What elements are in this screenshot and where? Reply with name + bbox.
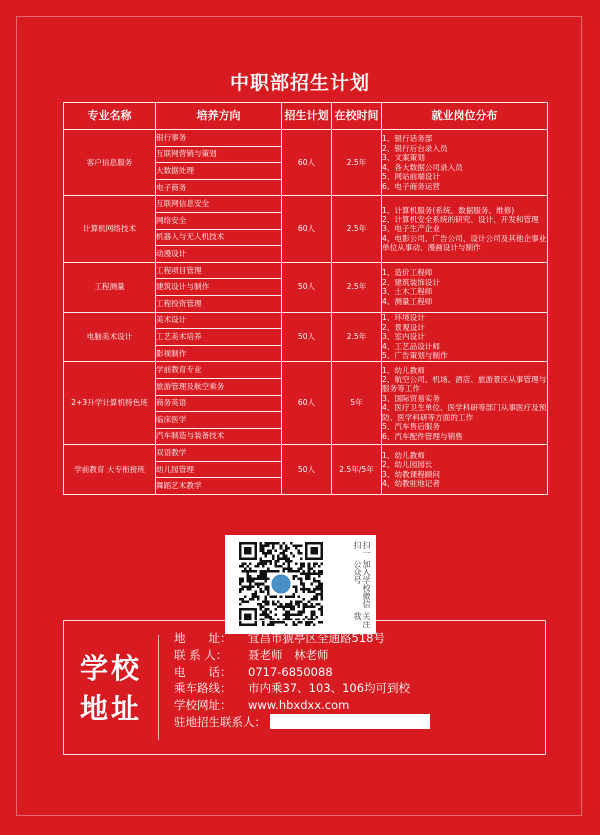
contact-line bbox=[174, 647, 534, 664]
job-item: 3、土木工程师 bbox=[382, 287, 433, 297]
jobs-cell bbox=[382, 130, 548, 196]
phone-label: 电 话： bbox=[174, 664, 232, 679]
website-label: 学校网址： bbox=[174, 698, 232, 713]
table-body bbox=[64, 130, 548, 495]
table-row bbox=[64, 262, 548, 279]
plan-count-cell: 60人 bbox=[282, 362, 332, 445]
job-item: 1、环境设计 bbox=[382, 313, 425, 323]
job-item: 4、测量工程师 bbox=[382, 296, 433, 306]
direction-cell: 双语教学 bbox=[156, 445, 282, 462]
direction-cell: 临床医学 bbox=[156, 412, 282, 429]
local-contact-line bbox=[174, 714, 534, 731]
duration-cell: 2.5年 bbox=[332, 262, 382, 312]
address-lines bbox=[174, 630, 534, 731]
header-plan: 招生计划 bbox=[282, 103, 332, 130]
address-line bbox=[174, 630, 534, 647]
address-divider bbox=[158, 635, 159, 740]
job-item: 2、景观设计 bbox=[382, 322, 425, 332]
website-link[interactable]: www.hbxdxx.com bbox=[248, 698, 350, 713]
job-item: 2、建筑装饰设计 bbox=[382, 277, 440, 287]
job-item: 4、幼教驻地记者 bbox=[382, 479, 440, 489]
direction-cell: 建筑设计与制作 bbox=[156, 279, 282, 296]
job-item: 1、计算机服务(系统、数据服务、维修) bbox=[382, 205, 515, 215]
direction-cell: 工程项目管理 bbox=[156, 262, 282, 279]
table-row bbox=[64, 445, 548, 462]
bus-route-line bbox=[174, 680, 534, 697]
duration-cell: 2.5年 bbox=[332, 196, 382, 262]
direction-cell: 工艺美术培养 bbox=[156, 329, 282, 346]
local-contact-blank bbox=[270, 714, 430, 729]
job-item: 1、幼儿教师 bbox=[382, 450, 425, 460]
address-heading-line: 学校 bbox=[79, 652, 142, 685]
job-item: 5、网站前端设计 bbox=[382, 172, 440, 182]
major-name-cell: 工程测量 bbox=[64, 262, 156, 312]
direction-cell: 动漫设计 bbox=[156, 246, 282, 263]
table-row bbox=[64, 130, 548, 147]
job-item: 3、电子生产企业 bbox=[382, 224, 440, 234]
direction-cell: 工程投资管理 bbox=[156, 295, 282, 312]
job-item: 3、文案策划 bbox=[382, 153, 425, 163]
job-item: 6、汽车配件管理与销售 bbox=[382, 431, 463, 441]
job-item: 4、医疗卫生单位、医学科研等部门从事医疗及预防、医学科研等方面的工作 bbox=[382, 403, 547, 422]
jobs-cell bbox=[382, 312, 548, 362]
job-item: 3、幼教课程顾问 bbox=[382, 469, 440, 479]
direction-cell: 银行事务 bbox=[156, 130, 282, 147]
local-contact-label: 驻地招生联系人： bbox=[174, 714, 266, 729]
header-direction: 培养方向 bbox=[156, 103, 282, 130]
address-heading-line: 地址 bbox=[79, 692, 142, 725]
direction-cell: 大数据处理 bbox=[156, 163, 282, 180]
direction-cell: 幼儿园管理 bbox=[156, 461, 282, 478]
duration-cell: 5年 bbox=[332, 362, 382, 445]
job-item: 3、国际贸易实务 bbox=[382, 393, 440, 403]
duration-cell: 2.5年 bbox=[332, 130, 382, 196]
table-row bbox=[64, 312, 548, 329]
plan-count-cell: 50人 bbox=[282, 312, 332, 362]
plan-count-cell: 50人 bbox=[282, 262, 332, 312]
qr-caption-line: 关注我 bbox=[353, 612, 371, 629]
direction-cell: 旅游管理及航空乘务 bbox=[156, 378, 282, 395]
header-jobs: 就业岗位分布 bbox=[382, 103, 548, 130]
job-item: 2、幼儿园园长 bbox=[382, 460, 433, 470]
direction-cell: 学前教育专业 bbox=[156, 362, 282, 379]
address-label: 地 址： bbox=[174, 631, 232, 645]
phone-value: 0717-6850088 bbox=[248, 664, 333, 679]
table-row bbox=[64, 362, 548, 379]
job-item: 6、电子商务运营 bbox=[382, 181, 440, 191]
jobs-cell bbox=[382, 445, 548, 495]
qr-caption-line: 加入学校微信公众号 bbox=[353, 559, 371, 608]
address-value: 宜昌市猇亭区全通路518号 bbox=[248, 631, 385, 645]
qr-code-icon bbox=[239, 542, 323, 626]
duration-cell: 2.5年 bbox=[332, 312, 382, 362]
bus-route-value: 市内乘37、103、106均可到校 bbox=[248, 681, 411, 696]
major-name-cell: 2+3升学计算机特色班 bbox=[64, 362, 156, 445]
job-item: 2、航空公司、机场、酒店、旅游景区从事管理与服务等工作 bbox=[382, 375, 547, 394]
table-header-row bbox=[64, 103, 548, 130]
plan-count-cell: 50人 bbox=[282, 445, 332, 495]
direction-cell: 互联网信息安全 bbox=[156, 196, 282, 213]
phone-line bbox=[174, 664, 534, 681]
job-item: 5、广告策划与制作 bbox=[382, 351, 448, 361]
job-item: 2、计算机安全系统的研究、设计、开发和管理 bbox=[382, 214, 539, 224]
direction-cell: 影视制作 bbox=[156, 345, 282, 362]
major-name-cell: 电脑美术设计 bbox=[64, 312, 156, 362]
jobs-cell bbox=[382, 196, 548, 262]
direction-cell: 汽车制造与装备技术 bbox=[156, 428, 282, 445]
duration-cell: 2.5年/5年 bbox=[332, 445, 382, 495]
job-item: 3、室内设计 bbox=[382, 332, 425, 342]
job-item: 4、各大数据公司录入员 bbox=[382, 162, 463, 172]
header-duration: 在校时间 bbox=[332, 103, 382, 130]
header-major: 专业名称 bbox=[64, 103, 156, 130]
plan-count-cell: 60人 bbox=[282, 130, 332, 196]
qr-caption-line: 扫一扫 bbox=[353, 541, 371, 557]
contact-value: 聂老师 林老师 bbox=[248, 647, 329, 662]
page-title: 中职部招生计划 bbox=[229, 72, 370, 94]
direction-cell: 商务英语 bbox=[156, 395, 282, 412]
qr-logo-icon bbox=[271, 574, 290, 593]
direction-cell: 电子商务 bbox=[156, 179, 282, 196]
qr-caption bbox=[331, 541, 371, 629]
address-heading bbox=[77, 649, 145, 729]
job-item: 2、银行后台录入员 bbox=[382, 143, 448, 153]
direction-cell: 机器人与无人机技术 bbox=[156, 229, 282, 246]
job-item: 1、幼儿教师 bbox=[382, 365, 425, 375]
table-row bbox=[64, 196, 548, 213]
major-name-cell: 计算机网络技术 bbox=[64, 196, 156, 262]
job-item: 4、电影公司、广告公司、设计公司及其他企事业单位从事动、漫画设计与制作 bbox=[382, 233, 547, 253]
jobs-cell bbox=[382, 262, 548, 312]
direction-cell: 舞蹈艺术教学 bbox=[156, 478, 282, 495]
direction-cell: 互联网营销与策划 bbox=[156, 146, 282, 163]
job-item: 5、汽车售后服务 bbox=[382, 422, 440, 432]
bus-route-label: 乘车路线： bbox=[174, 681, 232, 696]
website-line bbox=[174, 697, 534, 714]
major-name-cell: 学前教育 大专衔接班 bbox=[64, 445, 156, 495]
job-item: 4、工艺品设计师 bbox=[382, 341, 440, 351]
direction-cell: 网络安全 bbox=[156, 212, 282, 229]
address-box bbox=[63, 620, 546, 755]
job-item: 1、造价工程师 bbox=[382, 268, 433, 278]
plan-count-cell: 60人 bbox=[282, 196, 332, 262]
jobs-cell bbox=[382, 362, 548, 445]
direction-cell: 美术设计 bbox=[156, 312, 282, 329]
contact-label: 联 系 人： bbox=[174, 647, 228, 662]
job-item: 1、银行话务部 bbox=[382, 134, 433, 144]
enrollment-plan-table bbox=[63, 102, 548, 495]
major-name-cell: 客户信息服务 bbox=[64, 130, 156, 196]
